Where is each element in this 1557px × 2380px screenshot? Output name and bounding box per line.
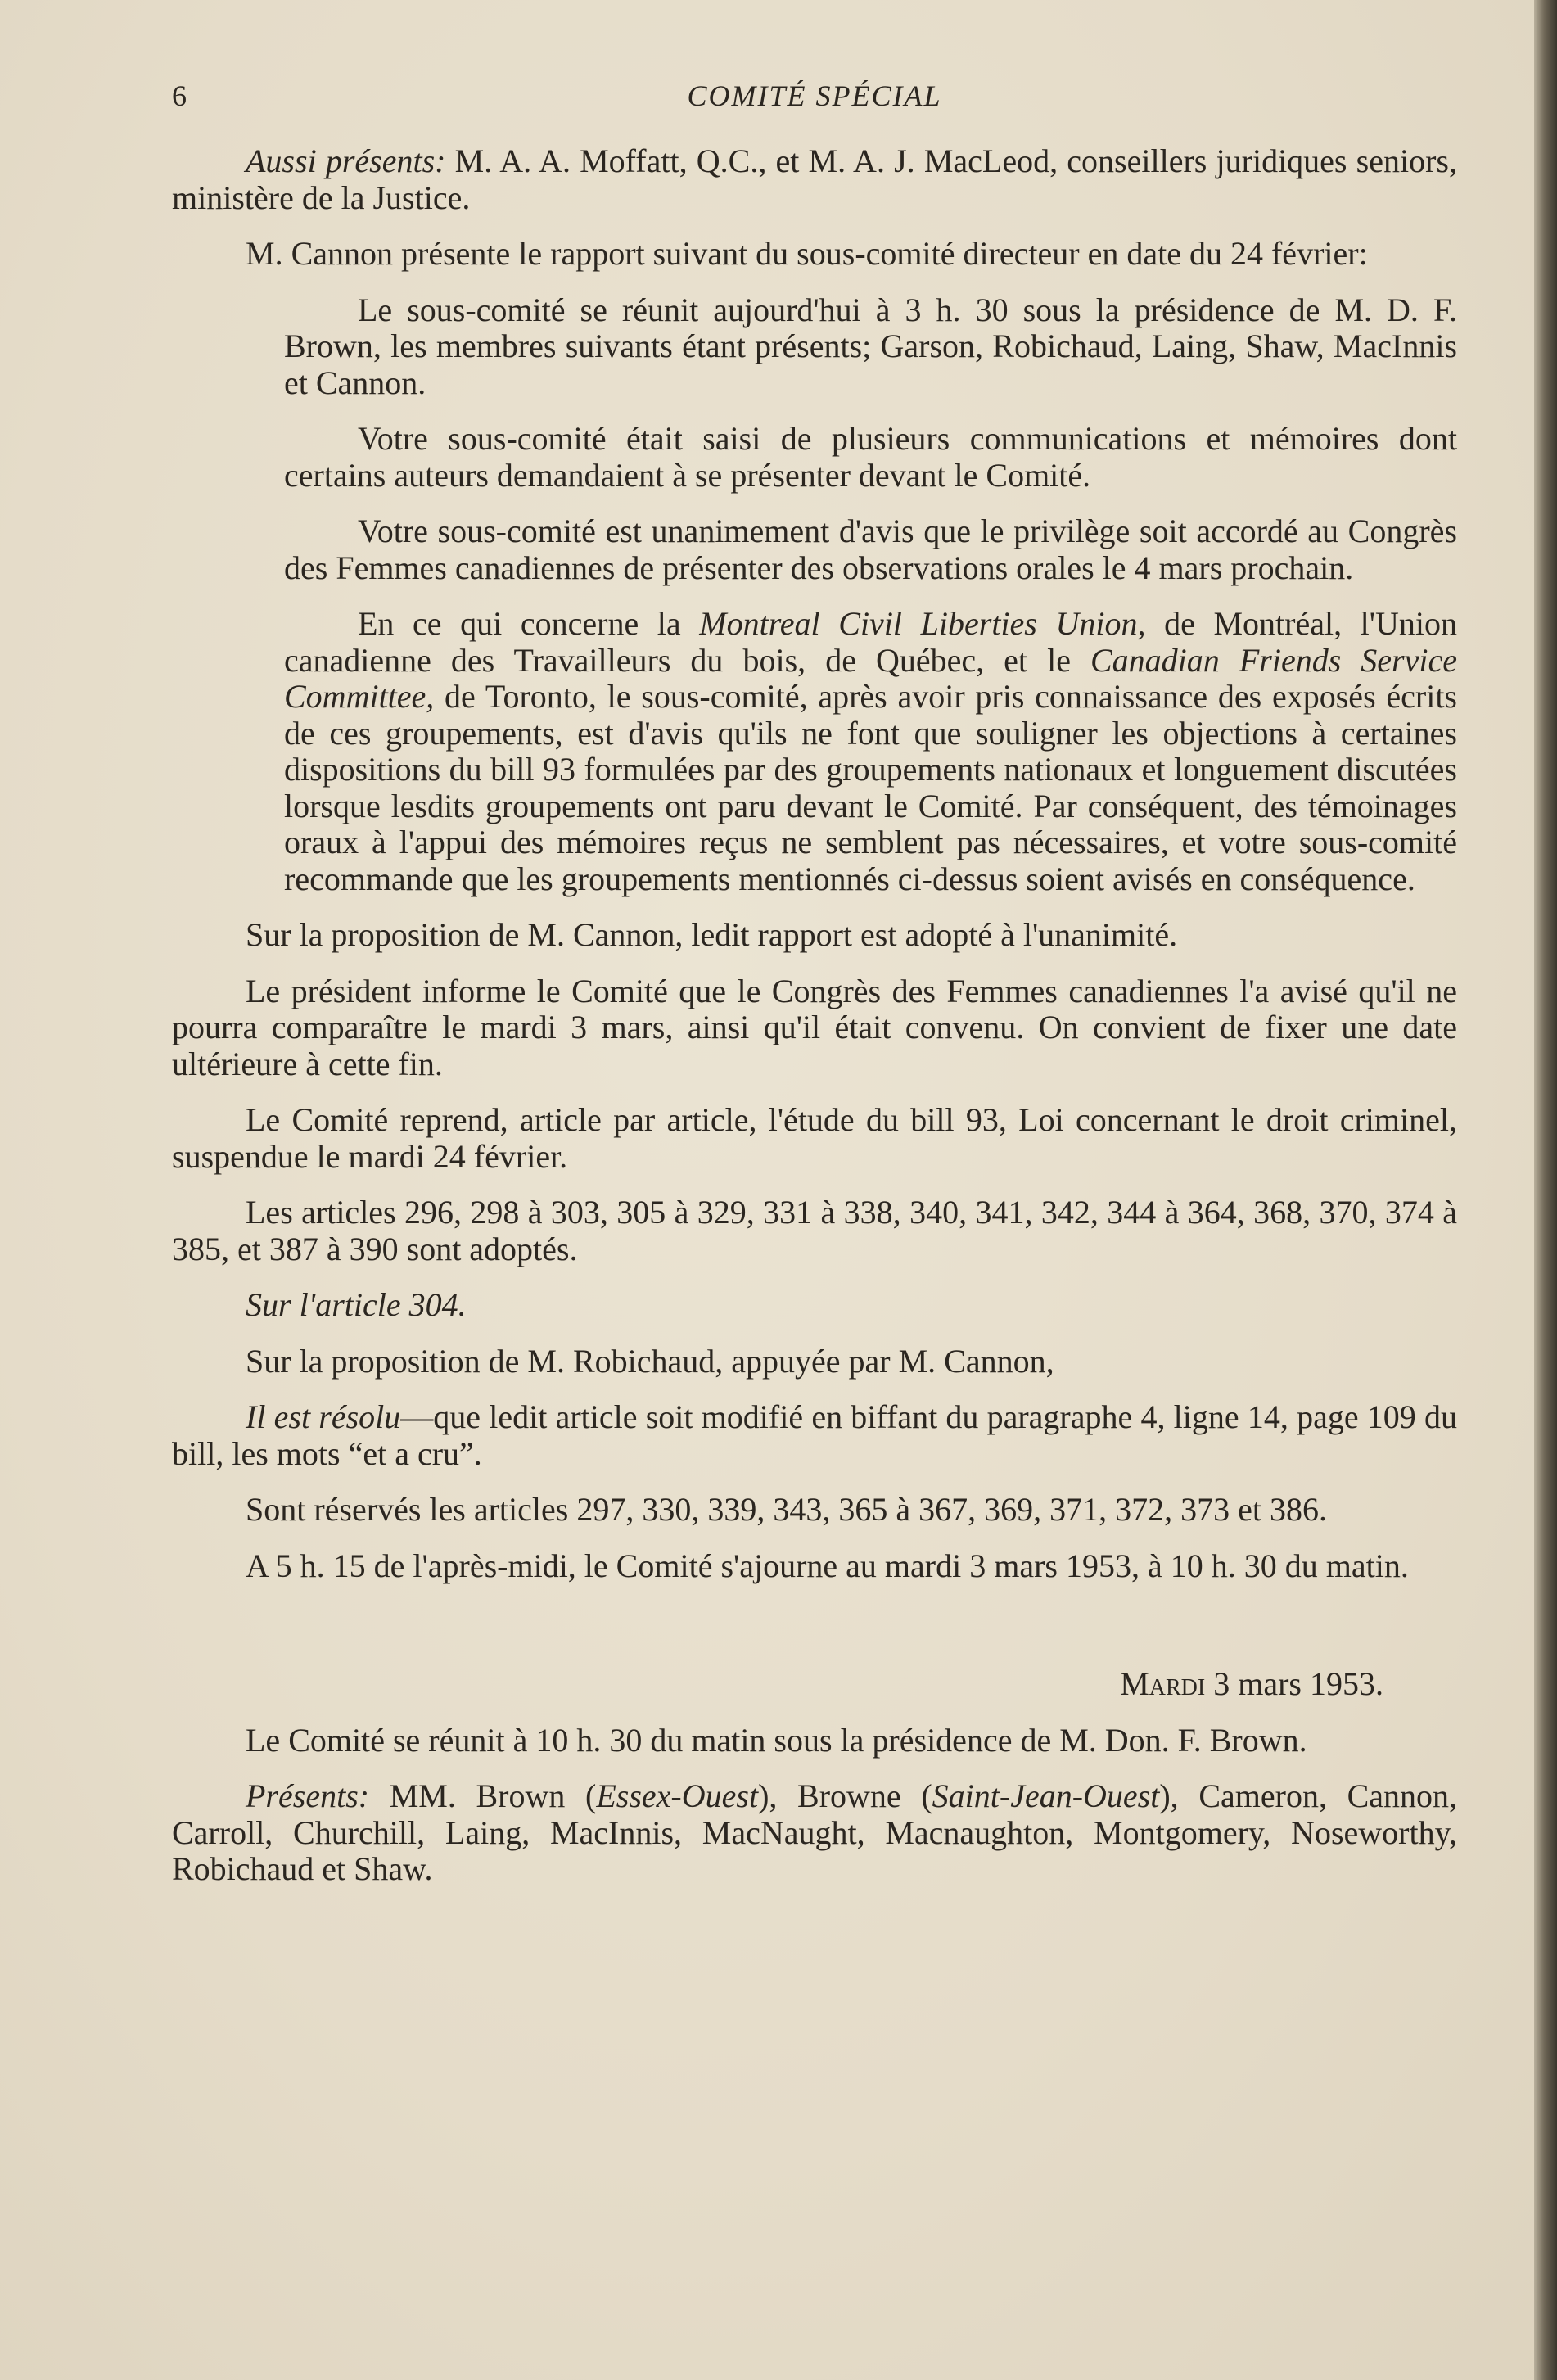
present-riding-2: Saint-Jean-Ouest xyxy=(932,1777,1160,1814)
report-paragraph-1: Le sous-comité se réunit aujourd'hui à 3 h. 30 sous la présidence de M. D. F. Brown, les membres suivants étant présents; Garson, Robichaud, Laing, Shaw, MacInnis et Cannon. xyxy=(284,291,1457,401)
paragraph-resolution xyxy=(172,1399,1457,1472)
present-text-e: ), Cameron, Cannon, Carroll, Churchill, Laing, MacInnis, MacNaught, Macnaughton, Montgomery, Noseworthy, Robichaud et Shaw. xyxy=(172,1777,1458,1887)
session-date-rest: 3 mars 1953. xyxy=(1205,1665,1383,1702)
book-spine-edge xyxy=(1534,0,1557,2380)
report-4-text-e: de Toronto, le sous-comité, après avoir pris connaissance des exposés écrits de ces groupements, est d'avis qu'ils ne font que souligner les objections à certaines dispositions du bill 93 formulées par des groupements nationaux et longuement discutées lorsque lesdits groupements ont paru devant le Comité. Par conséquent, des témoinages oraux à l'appui des mémoires reçus ne semblent pas nécessaires, et votre sous-comité recommande que les groupements mentionnés ci-dessus soient avisés en conséquence. xyxy=(284,678,1457,897)
resolution-label: Il est résolu xyxy=(246,1398,401,1435)
page-header xyxy=(172,79,1457,120)
present-text-a: MM. Brown ( xyxy=(369,1777,597,1814)
session-day: Mardi xyxy=(1120,1665,1206,1702)
paragraph-adjournment: A 5 h. 15 de l'après-midi, le Comité s'ajourne au mardi 3 mars 1953, à 10 h. 30 du matin. xyxy=(246,1547,1409,1584)
paragraph-meeting-opens: Le Comité se réunit à 10 h. 30 du matin sous la présidence de M. Don. F. Brown. xyxy=(246,1721,1307,1759)
report-paragraph-2: Votre sous-comité était saisi de plusieurs communications et mémoires dont certains auteurs demandaient à se présenter devant le Comité. xyxy=(284,420,1457,494)
report-4-org-2: Canadian Friends Service Committee, xyxy=(284,641,1458,715)
page-number: 6 xyxy=(172,79,188,112)
present-label: Présents: xyxy=(246,1777,370,1814)
paragraph-reserved-articles: Sont réservés les articles 297, 330, 339, 343, 365 à 367, 369, 371, 372, 373 et 386. xyxy=(246,1491,1327,1528)
paragraph-also-present xyxy=(172,143,1457,216)
paragraph-report-intro: M. Cannon présente le rapport suivant du sous-comité directeur en date du 24 février: xyxy=(246,235,1368,272)
paragraph-adoption: Sur la proposition de M. Cannon, ledit rapport est adopté à l'unanimité. xyxy=(246,916,1178,953)
paragraph-articles-adopted: Les articles 296, 298 à 303, 305 à 329, 331 à 338, 340, 341, 342, 344 à 364, 368, 370, 374 à 385, et 387 à 390 sont adoptés. xyxy=(172,1194,1457,1267)
paragraph-resumes-study: Le Comité reprend, article par article, l'étude du bill 93, Loi concernant le droit criminel, suspendue le mardi 24 février. xyxy=(172,1101,1457,1175)
report-paragraph-3: Votre sous-comité est unanimement d'avis que le privilège soit accordé au Congrès des Femmes canadiennes de présenter des observations orales le 4 mars prochain. xyxy=(284,513,1457,586)
resolution-text: —que ledit article soit modifié en biffant du paragraphe 4, ligne 14, page 109 du bill, les mots “et a cru”. xyxy=(172,1398,1457,1472)
present-riding-1: Essex-Ouest xyxy=(596,1777,759,1814)
report-4-text-c: de Montréal, l'Union canadienne des Travailleurs du bois, de Québec, et le xyxy=(284,605,1457,679)
also-present-text: M. A. A. Moffatt, Q.C., et M. A. J. MacLeod, conseillers juridiques seniors, ministère de la Justice. xyxy=(172,142,1457,216)
present-text-c: ), Browne ( xyxy=(758,1777,932,1814)
report-4-text-a: En ce qui concerne la xyxy=(358,605,700,642)
paragraph-article-304-heading: Sur l'article 304. xyxy=(246,1286,467,1323)
report-4-org-1: Montreal Civil Liberties Union, xyxy=(699,605,1146,642)
report-paragraph-4 xyxy=(284,606,1457,897)
session-date xyxy=(172,1666,1383,1703)
paragraph-president-informs: Le président informe le Comité que le Congrès des Femmes canadiennes l'a avisé qu'il ne pourra comparaître le mardi 3 mars, ainsi qu'il était convenu. On convient de fixer une date ultérieure à cette fin. xyxy=(172,972,1457,1082)
paragraph-present-members xyxy=(172,1778,1457,1888)
running-title: COMITÉ SPÉCIAL xyxy=(687,79,942,112)
body-text xyxy=(172,143,1457,1908)
paragraph-motion: Sur la proposition de M. Robichaud, appuyée par M. Cannon, xyxy=(246,1342,1054,1380)
also-present-label: Aussi présents: xyxy=(246,142,446,179)
